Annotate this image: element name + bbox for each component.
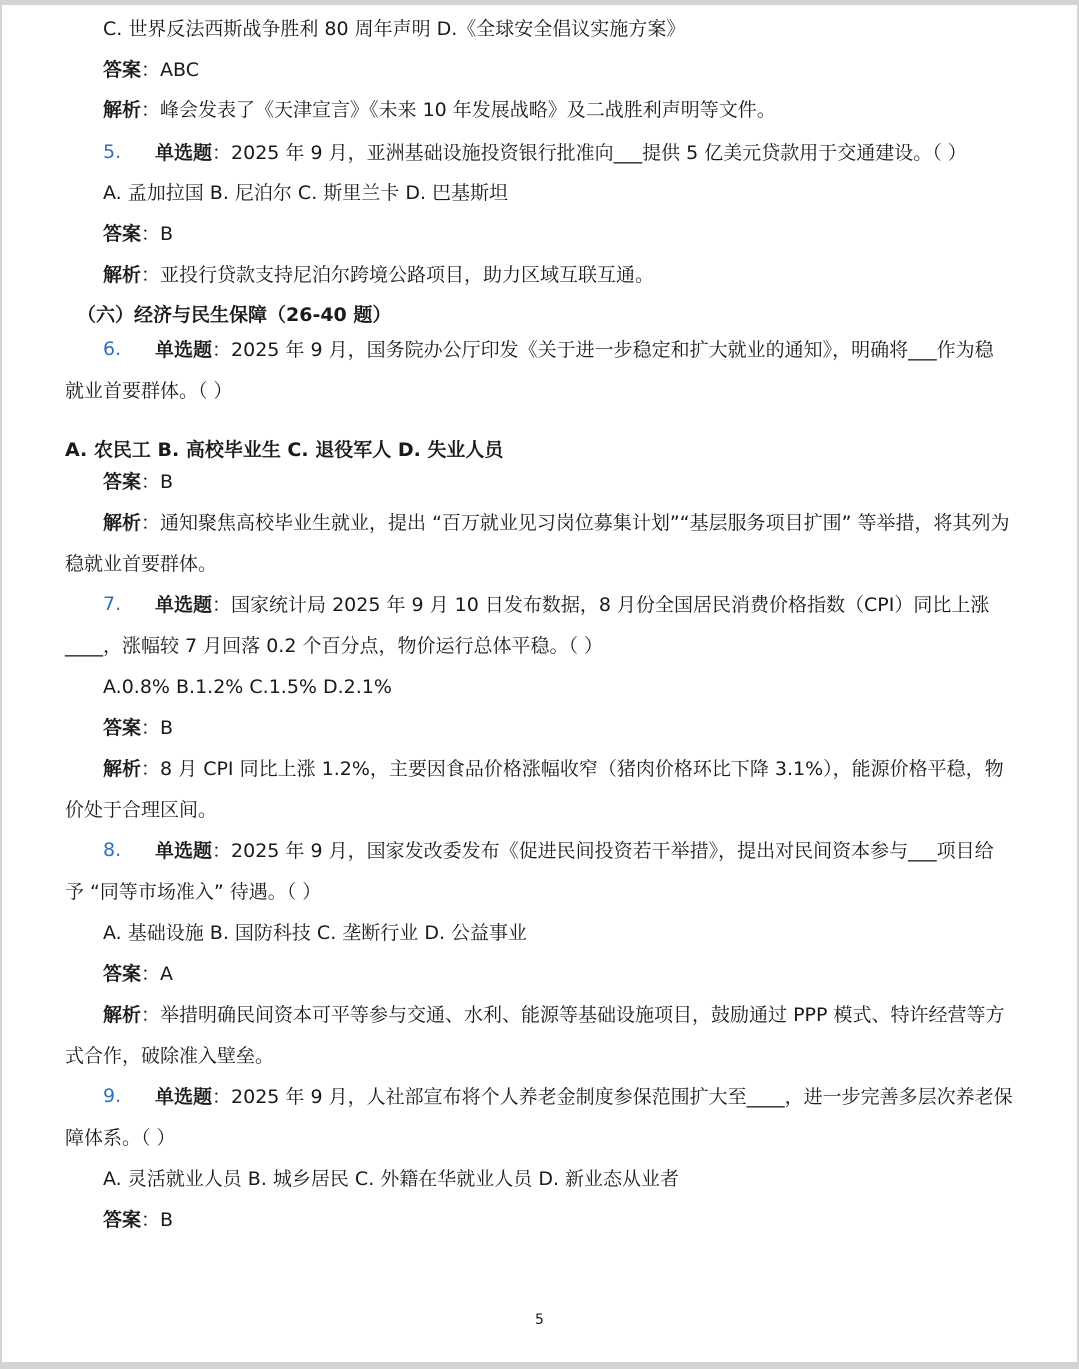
q5-analysis: 亚投行贷款支持尼泊尔跨境公路项目，助力区域互联互通。 (160, 264, 655, 286)
q5-answer-line (103, 222, 173, 246)
q6-analysis-line1 (103, 511, 1010, 535)
q8-answer: A (160, 963, 174, 985)
q7-analysis-line2: 价处于合理区间。 (65, 799, 218, 821)
q5-number: 5. (103, 141, 122, 163)
single-choice-label: 单选题 (155, 339, 213, 361)
q7-stem-line2: ____，涨幅较 7 月回落 0.2 个百分点，物价运行总体平稳。（ ） (65, 635, 604, 657)
q6-answer: B (160, 471, 174, 493)
single-choice-label: 单选题 (155, 142, 213, 164)
q6-stem-line2: 就业首要群体。（ ） (65, 380, 233, 402)
q9-number: 9. (103, 1085, 122, 1107)
single-choice-label: 单选题 (155, 840, 213, 862)
q6-analysis-1: 通知聚焦高校毕业生就业，提出 “百万就业见习岗位募集计划”“基层服务项目扩围” 等举措，将其列为 (160, 512, 1010, 534)
analysis-label: 解析 (103, 99, 142, 121)
q7-analysis-1: 8 月 CPI 同比上涨 1.2%，主要因食品价格涨幅收窄（猪肉价格环比下降 3.1%），能源价格平稳，物 (160, 758, 1004, 780)
q5-answer: B (160, 223, 174, 245)
colon: ： (212, 1086, 232, 1108)
q6-answer-line (103, 470, 173, 494)
q8-stem-line2: 予 “同等市场准入” 待遇。（ ） (65, 881, 322, 903)
colon: ： (212, 339, 232, 361)
colon: ： (141, 99, 161, 121)
q5-options: A. 孟加拉国 B. 尼泊尔 C. 斯里兰卡 D. 巴基斯坦 (103, 182, 509, 204)
q4-options: C. 世界反法西斯战争胜利 80 周年声明 D.《全球安全倡议实施方案》 (103, 18, 686, 40)
colon: ： (141, 223, 161, 245)
q7-options: A.0.8% B.1.2% C.1.5% D.2.1% (103, 676, 392, 698)
document-page (2, 5, 1077, 1362)
q8-stem-1: 2025 年 9 月，国家发改委发布《促进民间投资若干举措》，提出对民间资本参与___项目给 (231, 840, 994, 862)
q4-answer: ABC (160, 59, 199, 81)
colon: ： (141, 471, 161, 493)
colon: ： (141, 758, 161, 780)
colon: ： (141, 963, 161, 985)
q9-answer-line (103, 1208, 173, 1232)
q4-analysis-line (103, 98, 776, 122)
q4-analysis: 峰会发表了《天津宣言》《未来 10 年发展战略》及二战胜利声明等文件。 (160, 99, 776, 121)
q9-answer: B (160, 1209, 174, 1231)
q7-answer: B (160, 717, 174, 739)
colon: ： (212, 142, 232, 164)
q8-answer-line (103, 962, 173, 986)
q6-number: 6. (103, 338, 122, 360)
q8-number: 8. (103, 839, 122, 861)
q7-stem-line1 (155, 593, 989, 617)
page-number: 5 (535, 1312, 544, 1328)
answer-label: 答案 (103, 717, 142, 739)
answer-label: 答案 (103, 1209, 142, 1231)
single-choice-label: 单选题 (155, 1086, 213, 1108)
q6-options: A. 农民工 B. 高校毕业生 C. 退役军人 D. 失业人员 (65, 439, 504, 461)
q5-stem-line (155, 141, 967, 165)
colon: ： (141, 1209, 161, 1231)
colon: ： (212, 594, 232, 616)
q7-number: 7. (103, 593, 122, 615)
q8-options: A. 基础设施 B. 国防科技 C. 垄断行业 D. 公益事业 (103, 922, 528, 944)
section-heading: （六）经济与民生保障（26-40 题） (77, 304, 392, 326)
answer-label: 答案 (103, 223, 142, 245)
q8-analysis-1: 举措明确民间资本可平等参与交通、水利、能源等基础设施项目，鼓励通过 PPP 模式、特许经营等方 (160, 1004, 1005, 1026)
q4-answer-line (103, 58, 199, 82)
colon: ： (141, 1004, 161, 1026)
q5-stem: 2025 年 9 月，亚洲基础设施投资银行批准向___提供 5 亿美元贷款用于交通建设。（ ） (231, 142, 967, 164)
q7-analysis-line1 (103, 757, 1004, 781)
analysis-label: 解析 (103, 758, 142, 780)
q6-analysis-line2: 稳就业首要群体。 (65, 553, 218, 575)
colon: ： (141, 59, 161, 81)
colon: ： (212, 840, 232, 862)
q9-stem-line2: 障体系。（ ） (65, 1127, 176, 1149)
q6-stem-1: 2025 年 9 月，国务院办公厅印发《关于进一步稳定和扩大就业的通知》，明确将___作为稳 (231, 339, 994, 361)
q8-analysis-line2: 式合作，破除准入壁垒。 (65, 1045, 275, 1067)
colon: ： (141, 264, 161, 286)
q9-options: A. 灵活就业人员 B. 城乡居民 C. 外籍在华就业人员 D. 新业态从业者 (103, 1168, 680, 1190)
q9-stem-1: 2025 年 9 月，人社部宣布将个人养老金制度参保范围扩大至____，进一步完善多层次养老保 (231, 1086, 1013, 1108)
q5-analysis-line (103, 263, 654, 287)
q8-analysis-line1 (103, 1003, 1005, 1027)
analysis-label: 解析 (103, 1004, 142, 1026)
colon: ： (141, 512, 161, 534)
analysis-label: 解析 (103, 264, 142, 286)
q7-answer-line (103, 716, 173, 740)
colon: ： (141, 717, 161, 739)
answer-label: 答案 (103, 59, 142, 81)
q6-stem-line1 (155, 338, 994, 362)
single-choice-label: 单选题 (155, 594, 213, 616)
q7-stem-1: 国家统计局 2025 年 9 月 10 日发布数据，8 月份全国居民消费价格指数（CPI）同比上涨 (231, 594, 990, 616)
q9-stem-line1 (155, 1085, 1013, 1109)
answer-label: 答案 (103, 963, 142, 985)
q8-stem-line1 (155, 839, 994, 863)
answer-label: 答案 (103, 471, 142, 493)
analysis-label: 解析 (103, 512, 142, 534)
